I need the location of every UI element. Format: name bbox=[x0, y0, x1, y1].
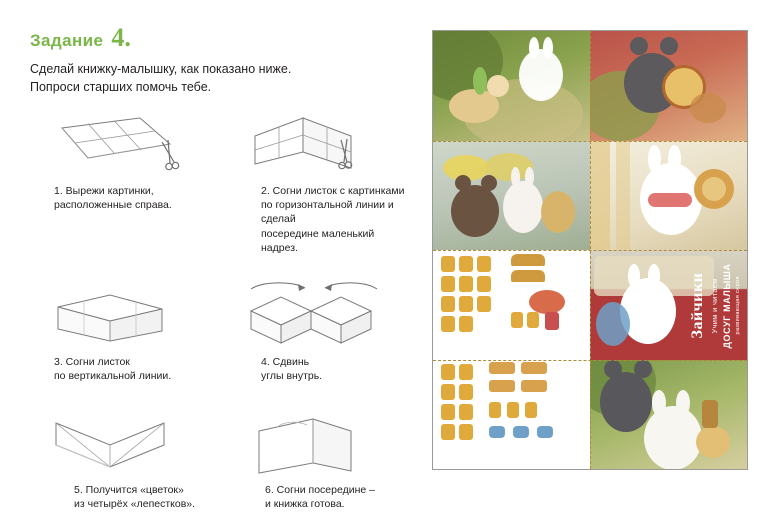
step-2 bbox=[217, 106, 412, 255]
steps-row-3 bbox=[22, 405, 412, 511]
step-5-figure bbox=[22, 405, 217, 477]
step-2-caption bbox=[217, 184, 412, 255]
step-4-figure bbox=[217, 277, 412, 349]
step-2-caption-line-3: посередине маленький надрез. bbox=[261, 227, 375, 254]
task-header bbox=[30, 23, 412, 52]
step-1-figure bbox=[22, 106, 217, 178]
step-6-caption-line-2: и книжка готова. bbox=[265, 498, 345, 511]
steps-row-1 bbox=[22, 106, 412, 255]
steps-row-2 bbox=[22, 277, 412, 383]
step-6-caption bbox=[217, 483, 412, 511]
finished-book-icon bbox=[259, 419, 351, 473]
step-6-figure bbox=[217, 405, 412, 477]
task-instruction-line-1: Сделай книжку-малышку, как показано ниже. bbox=[30, 62, 292, 76]
picture-cell-7 bbox=[433, 360, 590, 470]
book-cover-text bbox=[687, 260, 741, 352]
cover-brand-sub: развивающая серия bbox=[735, 276, 741, 335]
task-instruction-line-2: Попроси старших помочь тебе. bbox=[30, 80, 212, 95]
step-6 bbox=[217, 405, 412, 511]
step-4 bbox=[217, 277, 412, 383]
step-3-caption-line-2: по вертикальной линии. bbox=[54, 370, 172, 383]
step-5 bbox=[22, 405, 217, 511]
step-6-caption-line-1: 6. Согни посередине – bbox=[265, 484, 375, 497]
picture-cell-5 bbox=[433, 250, 590, 360]
counting-items-group-2 bbox=[433, 360, 590, 470]
task-label: Задание bbox=[30, 31, 104, 50]
step-3 bbox=[22, 277, 217, 383]
step-1-caption-line-1: 1. Вырежи картинки, bbox=[54, 185, 154, 197]
cover-title: Зайчики bbox=[689, 272, 706, 339]
fold-line-vertical bbox=[590, 31, 591, 469]
cover-subtitle: Учим и читаем bbox=[710, 278, 719, 334]
step-2-figure bbox=[217, 106, 412, 178]
step-3-caption bbox=[22, 355, 217, 383]
step-4-caption-line-1: 4. Сдвинь bbox=[261, 355, 310, 368]
step-3-figure bbox=[22, 277, 217, 349]
step-4-caption bbox=[217, 355, 412, 383]
step-4-caption-line-2: углы внутрь. bbox=[261, 370, 323, 383]
step-5-caption-line-1: 5. Получится «цветок» bbox=[74, 484, 184, 497]
step-5-caption bbox=[22, 483, 217, 511]
step-1-caption-line-2: расположенные справа. bbox=[54, 199, 172, 212]
picture-cell-1 bbox=[433, 31, 590, 141]
instructions-column bbox=[22, 23, 412, 511]
step-5-caption-line-2: из четырёх «лепестков». bbox=[74, 498, 196, 511]
push-corners-arrows-icon bbox=[251, 283, 377, 343]
step-1-caption bbox=[22, 184, 217, 212]
cover-brand: ДОСУГ МАЛЫША bbox=[722, 263, 732, 349]
steps-container bbox=[22, 106, 412, 512]
folded-sheet-with-scissors-icon bbox=[255, 118, 352, 169]
picture-cell-4 bbox=[590, 141, 747, 251]
counting-items-group-1 bbox=[433, 250, 590, 360]
task-instruction bbox=[30, 60, 412, 96]
step-2-caption-line-1: 2. Согни листок с картинками bbox=[261, 185, 405, 197]
picture-cell-6-cover bbox=[590, 250, 747, 360]
picture-cell-3 bbox=[433, 141, 590, 251]
task-number: 4. bbox=[111, 23, 131, 52]
step-3-caption-line-1: 3. Согни листок bbox=[54, 355, 130, 368]
step-2-caption-line-2: по горизонтальной линии и сделай bbox=[261, 199, 394, 226]
picture-cell-2 bbox=[590, 31, 747, 141]
sheet-with-scissors-icon bbox=[62, 118, 179, 170]
step-1 bbox=[22, 106, 217, 255]
vertical-fold-icon bbox=[58, 295, 162, 341]
picture-cell-8 bbox=[590, 360, 747, 470]
cut-out-picture-sheet bbox=[432, 30, 748, 470]
flower-four-petals-icon bbox=[56, 423, 164, 467]
